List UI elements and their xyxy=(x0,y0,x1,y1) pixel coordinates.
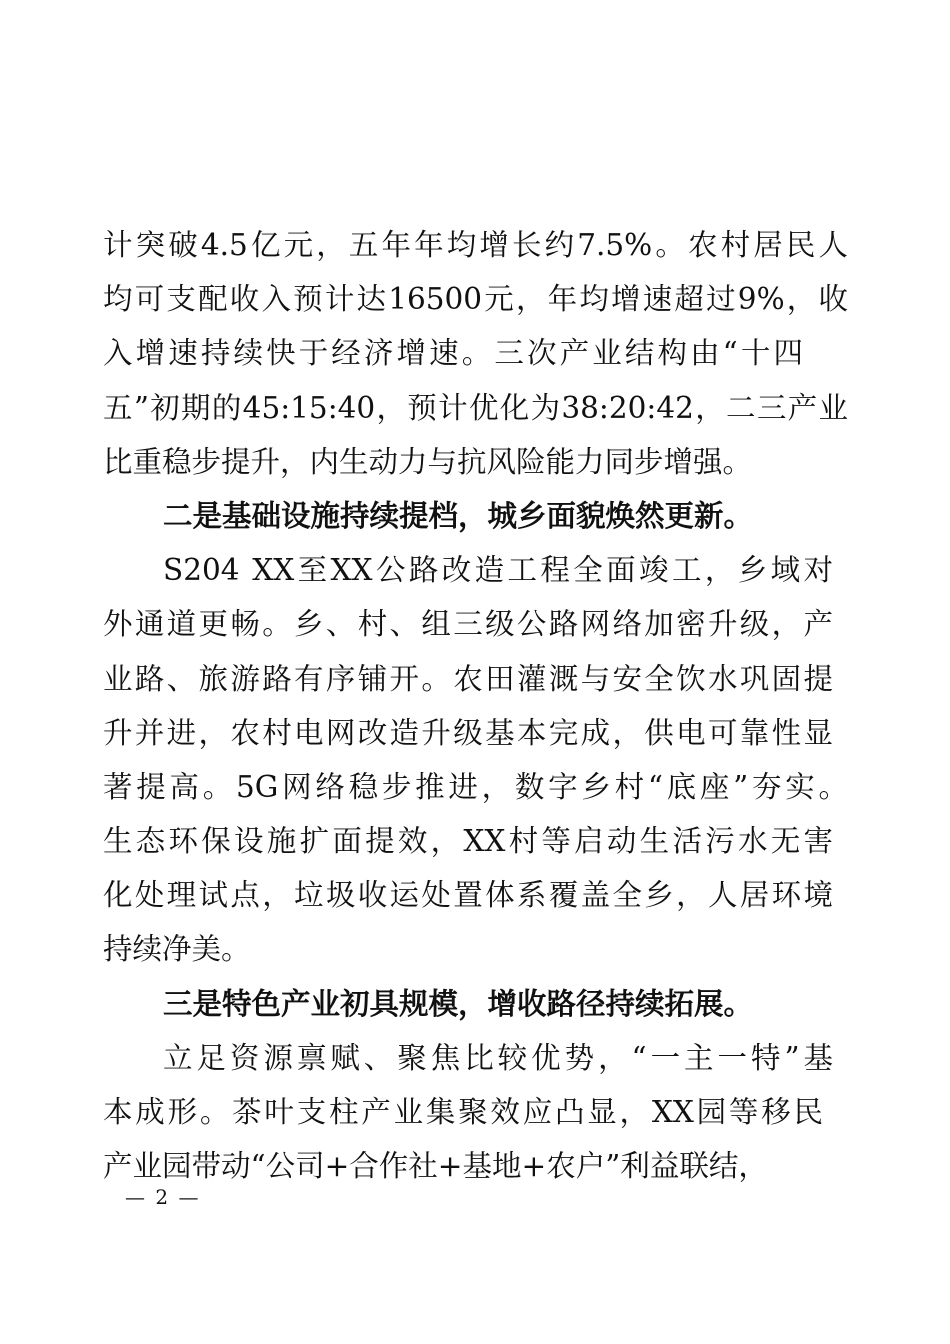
page-number: — 2 — xyxy=(125,1185,201,1209)
body-text-line: 持续净美。 xyxy=(103,932,251,967)
body-text-line: 比重稳步提升，内生动力与抗风险能力同步增强。 xyxy=(103,444,753,479)
body-text-line: 计突破4.5亿元，五年年均增长约7.5%。农村居民人 xyxy=(103,228,848,262)
body-text-line: 化处理试点，垃圾收运处置体系覆盖全乡，人居环境 xyxy=(103,878,833,913)
body-text-line: 本成形。茶叶支柱产业集聚效应凸显，XX园等移民 xyxy=(103,1095,823,1129)
body-text-line: 均可支配收入预计达16500元，年均增速超过9%，收 xyxy=(103,282,848,317)
body-text-line: 外通道更畅。乡、村、组三级公路网络加密升级，产 xyxy=(103,607,833,642)
body-text-line: 立足资源禀赋、聚焦比较优势，“一主一特”基 xyxy=(163,1040,833,1075)
body-text-line: 升并进，农村电网改造升级基本完成，供电可靠性显 xyxy=(103,715,833,750)
section-heading: 二是基础设施持续提档，城乡面貌焕然更新。 xyxy=(163,497,754,533)
body-text-line: 入增速持续快于经济增速。三次产业结构由“十四 xyxy=(103,336,803,371)
body-text-line: 生态环保设施扩面提效，XX村等启动生活污水无害 xyxy=(103,824,833,859)
body-text-line: 著提高。5G网络稳步推进，数字乡村“底座”夯实。 xyxy=(103,769,848,804)
body-text-line: S204 XX至XX公路改造工程全面竣工，乡域对 xyxy=(163,553,833,588)
body-text-line: 业路、旅游路有序铺开。农田灌溉与安全饮水巩固提 xyxy=(103,661,833,696)
section-heading: 三是特色产业初具规模，增收路径持续拓展。 xyxy=(163,985,754,1021)
body-text-line: 五”初期的45:15:40，预计优化为38:20:42，二三产业 xyxy=(103,390,848,425)
body-text-line: 产业园带动“公司+合作社+基地+农户”利益联结， xyxy=(103,1149,768,1184)
document-body xyxy=(103,218,848,1193)
